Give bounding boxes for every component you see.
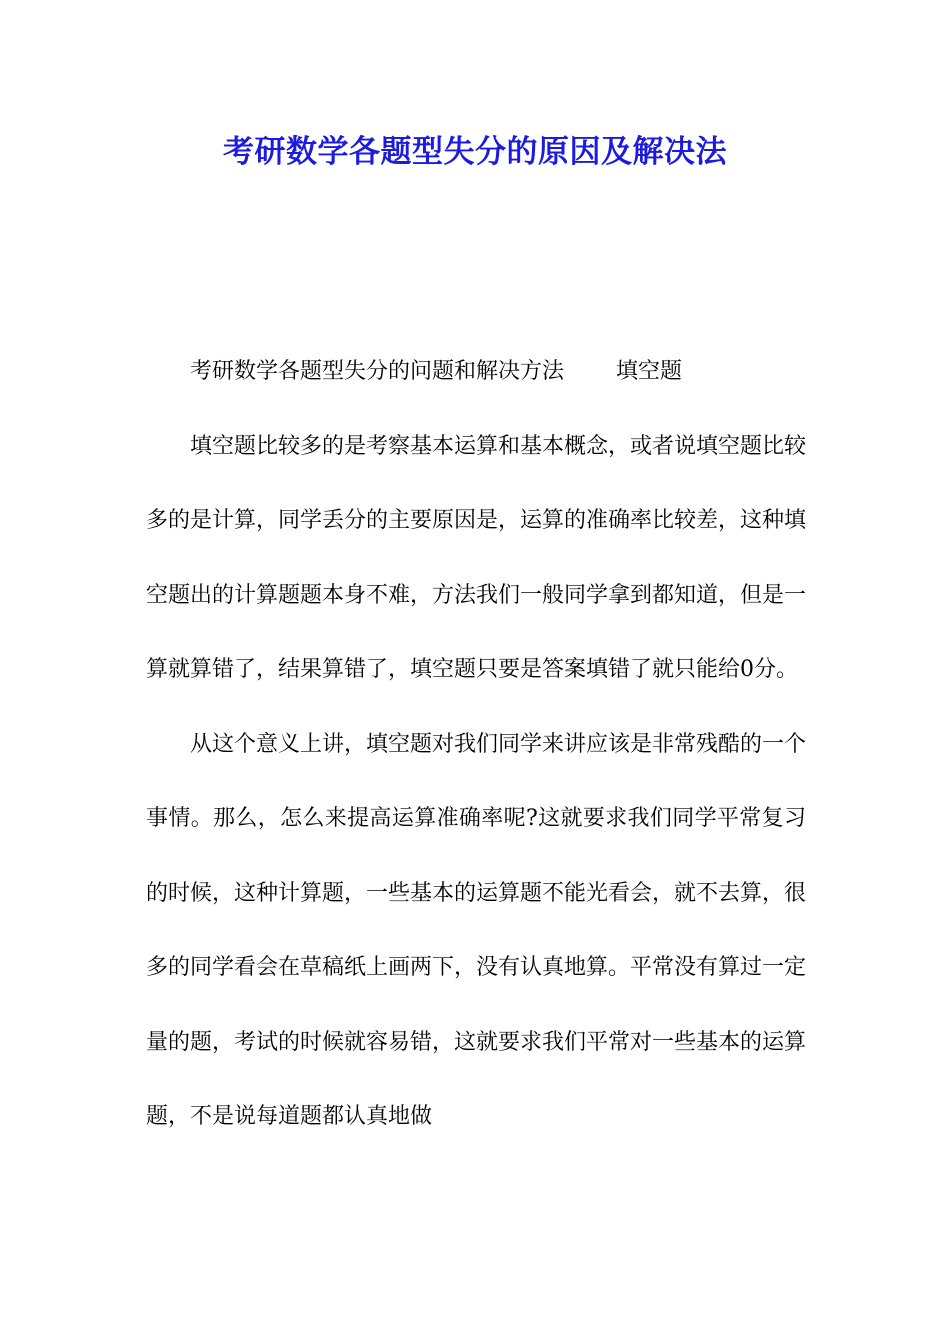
paragraph-1: 填空题比较多的是考察基本运算和基本概念，或者说填空题比较多的是计算，同学丢分的主要原因是，运算的准确率比较差，这种填空题出的计算题题本身不难，方法我们一般同学拿到都知道，但是一算就算错了，结果算错了，填空题只要是答案填错了就只能给0分。 — [146, 433, 807, 682]
section-label: 填空题 — [616, 359, 683, 384]
document-title: 考研数学各题型失分的原因及解决法 — [223, 134, 727, 170]
document-body — [146, 335, 806, 1155]
paragraph-2: 从这个意义上讲，填空题对我们同学来讲应该是非常残酷的一个事情。那么，怎么来提高运算准确率呢?这就要求我们同学平常复习的时候，这种计算题，一些基本的运算题不能光看会，就不去算，很多的同学看会在草稿纸上画两下，没有认真地算。平常没有算过一定量的题，考试的时候就容易错，这就要求我们平常对一些基本的运算题，不是说每道题都认真地做 — [146, 731, 807, 1129]
section-heading — [146, 335, 806, 410]
section-heading-text: 考研数学各题型失分的问题和解决方法 — [190, 359, 565, 384]
